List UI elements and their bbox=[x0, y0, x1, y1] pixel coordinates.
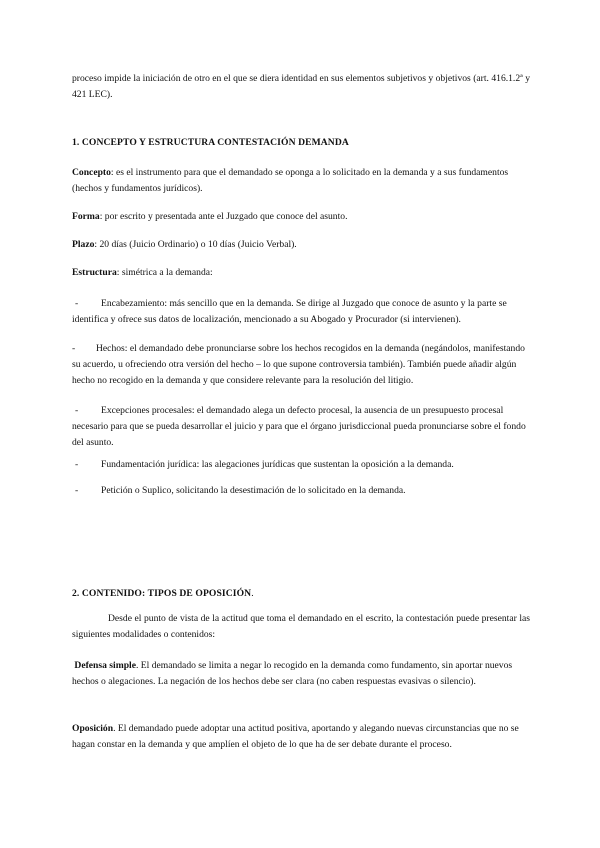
list-item-hechos bbox=[72, 341, 530, 389]
list-dash: - bbox=[75, 459, 79, 470]
oposicion-label: Oposición bbox=[72, 723, 114, 734]
plazo-text: : 20 días (Juicio Ordinario) o 10 días (Juicio Verbal). bbox=[94, 239, 297, 250]
estructura-label: Estructura bbox=[72, 267, 117, 278]
section-1-heading: 1. CONCEPTO Y ESTRUCTURA CONTESTACIÓN DEMANDA bbox=[72, 137, 349, 148]
list-item-text: Excepciones procesales: el demandado alega un defecto procesal, la ausencia de un presupuesto procesal necesario para que se pueda desarrollar el juicio y para que el órgano jurisdiccional pueda pronunciarse sobre el fondo del asunto. bbox=[72, 405, 526, 448]
concepto-text: : es el instrumento para que el demandado se oponga a lo solicitado en la demanda y a sus fundamentos (hechos y fundamentos jurídicos). bbox=[72, 167, 509, 194]
section-2-intro: Desde el punto de vista de la actitud que toma el demandado en el escrito, la contestación puede presentar las siguientes modalidades o contenidos: bbox=[72, 613, 530, 640]
list-item-text: Encabezamiento: más sencillo que en la demanda. Se dirige al Juzgado que conoce de asunto y la parte se identifica y ofrece sus datos de localización, mencionado a su Abogado y Procurador (si intervienen). bbox=[72, 298, 507, 325]
defensa-simple-paragraph bbox=[72, 658, 530, 690]
concepto-label: Concepto bbox=[72, 167, 111, 178]
defensa-simple-text: . El demandado se limita a negar lo recogido en la demanda como fundamento, sin aportar nuevos hechos o alegaciones. La negación de los hechos debe ser clara (no caben respuestas evasivas o silencio). bbox=[72, 660, 513, 687]
list-dash: - bbox=[72, 343, 76, 354]
section-2-heading-text: 2. CONTENIDO: TIPOS DE OPOSICIÓN bbox=[72, 588, 252, 599]
section-2-heading bbox=[72, 586, 530, 602]
list-dash: - bbox=[75, 405, 79, 416]
list-item-text: Hechos: el demandado debe pronunciarse sobre los hechos recogidos en la demanda (negándolos, manifestando su acuerdo, u ofreciendo otra versión del hecho – lo que supone controversia también). También puede añadir algún hecho no recogido en la demanda y que considere relevante para la resolución del litigio. bbox=[72, 343, 525, 386]
section-2-heading-dot: . bbox=[251, 588, 254, 599]
estructura-text: : simétrica a la demanda: bbox=[116, 267, 213, 278]
list-dash: - bbox=[75, 485, 79, 496]
forma-label: Forma bbox=[72, 211, 100, 222]
forma-text: : por escrito y presentada ante el Juzgado que conoce del asunto. bbox=[99, 211, 348, 222]
list-item-text: Petición o Suplico, solicitando la desestimación de lo solicitado en la demanda. bbox=[101, 485, 406, 496]
list-dash: - bbox=[75, 298, 79, 309]
intro-paragraph: proceso impide la iniciación de otro en el que se diera identidad en sus elementos subjetivos y objetivos (art. 416.1.2ª y 421 LEC). bbox=[72, 73, 530, 100]
list-item-encabezamiento bbox=[72, 296, 530, 328]
list-item-text: Fundamentación jurídica: las alegaciones jurídicas que sustentan la oposición a la demanda. bbox=[101, 459, 454, 470]
estructura-paragraph bbox=[72, 265, 530, 281]
list-item-fundamentacion bbox=[72, 457, 530, 473]
concepto-paragraph bbox=[72, 165, 530, 197]
plazo-label: Plazo bbox=[72, 239, 95, 250]
oposicion-text: . El demandado puede adoptar una actitud positiva, aportando y alegando nuevas circunstancias que no se hagan constar en la demanda y que amplíen el objeto de lo que ha de ser debate durante el proceso. bbox=[72, 723, 519, 750]
list-item-peticion bbox=[72, 483, 530, 499]
oposicion-paragraph bbox=[72, 721, 530, 753]
list-item-excepciones bbox=[72, 403, 530, 451]
defensa-simple-label: Defensa simple bbox=[74, 660, 136, 671]
forma-paragraph bbox=[72, 209, 530, 225]
plazo-paragraph bbox=[72, 237, 530, 253]
